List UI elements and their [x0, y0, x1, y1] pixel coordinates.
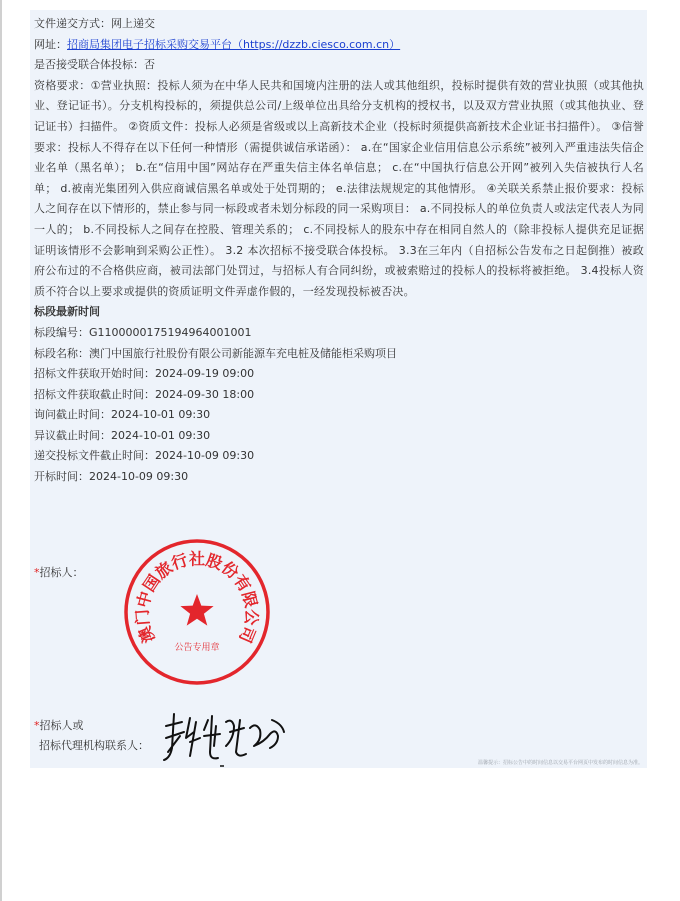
website-prefix: 网址： — [34, 37, 67, 51]
submission-method: 文件递交方式：网上递交 — [34, 17, 155, 30]
field-doc-end-time: 招标文件获取截止时间：2024-09-30 18:00 — [34, 387, 255, 401]
star-icon — [180, 594, 213, 626]
field-opening-time: 开标时间：2024-10-09 09:30 — [34, 470, 189, 484]
field-section-number: 标段编号：G1100000175194964001001 — [34, 325, 252, 339]
seal-arc-text: 澳门中国旅行社股份有限公司 — [132, 549, 262, 646]
announcement-page — [30, 10, 647, 768]
required-asterisk: * — [34, 719, 40, 732]
left-border-rule — [0, 0, 2, 901]
required-asterisk: * — [34, 566, 40, 579]
handwritten-signature — [160, 708, 290, 768]
consortium-line: 是否接受联合体投标：否 — [34, 58, 155, 72]
contact-label — [34, 716, 149, 756]
official-seal — [122, 537, 272, 687]
field-section-name: 标段名称：澳门中国旅行社股份有限公司新能源车充电桩及储能柜采购项目 — [34, 346, 397, 360]
seal-bottom-text: 公告专用章 — [174, 643, 220, 653]
field-bid-deadline: 递交投标文件截止时间：2024-10-09 09:30 — [34, 449, 255, 463]
announcement-content — [34, 14, 644, 488]
field-objection-deadline: 异议截止时间：2024-10-01 09:30 — [34, 428, 211, 442]
website-line — [34, 35, 644, 56]
section-heading: 标段最新时间 — [34, 305, 100, 319]
footnote: 温馨提示：招标公告中的时间信息以交易平台网页中发布的时间信息为准。 — [477, 760, 643, 766]
field-inquiry-deadline: 询问截止时间：2024-10-01 09:30 — [34, 408, 211, 422]
contact-label-text-1: 招标人或 — [39, 719, 84, 732]
field-doc-start-time: 招标文件获取开始时间：2024-09-19 09:00 — [34, 367, 255, 381]
platform-link[interactable]: 招商局集团电子招标采购交易平台（https://dzzb.ciesco.com.cn） — [67, 37, 401, 51]
tenderer-label-text: 招标人： — [39, 566, 84, 579]
contact-label-line1 — [34, 716, 149, 736]
tenderer-label — [34, 563, 84, 583]
qualification-paragraph: 资格要求：①营业执照：投标人须为在中华人民共和国境内注册的法人或其他组织，投标时提供有效的营业执照（或其他执业、登记证书）。分支机构投标的，须提供总公司/上级单位出具给分支机构的授权书，以及双方营业执照（或其他执业、登记证书）扫描件。 ②资质文件：投标人必须是省级或以上高新技术企业（投标时须提供高新技术企业证书扫描件）。 ③信誉要求：投标人不得存在以下任何一种情形（需提供诚信承诺函）： a.在“国家企业信用信息公示系统”被列入严重违法失信企业名单（黑名单）； b.在“信用中国”网站存在严重失信主体名单信息； c.在“中国执行信息公开网”被列入失信被执行人名单； d.被南光集团列入供应商诚信黑名单或处于处罚期的； e.法律法规规定的其他情形。 ④关联关系禁止报价要求：投标人之间存在以下情形的，禁止参与同一标段或者未划分标段的同一采购项目： a.不同投标人的单位负责人或法定代表人为同一人的； b.不同投标人之间存在控股、管理关系的； c.不同投标人的股东中存在相同自然人的（除非投标人提供充足证据证明该情形不会影响到采购公正性）。 3.2 本次招标不接受联合体投标。 3.3在三年内（自招标公告发布之日起倒推）被政府公布过的不合格供应商，被司法部门处罚过，与招标人有合同纠纷，或被索赔过的投标人的投标将被拒绝。 3.4投标人资质不符合以上要求或提供的资质证明文件弄虚作假的，一经发现投标被否决。 — [34, 78, 644, 298]
contact-label-text-2: 招标代理机构联系人： — [39, 739, 149, 752]
